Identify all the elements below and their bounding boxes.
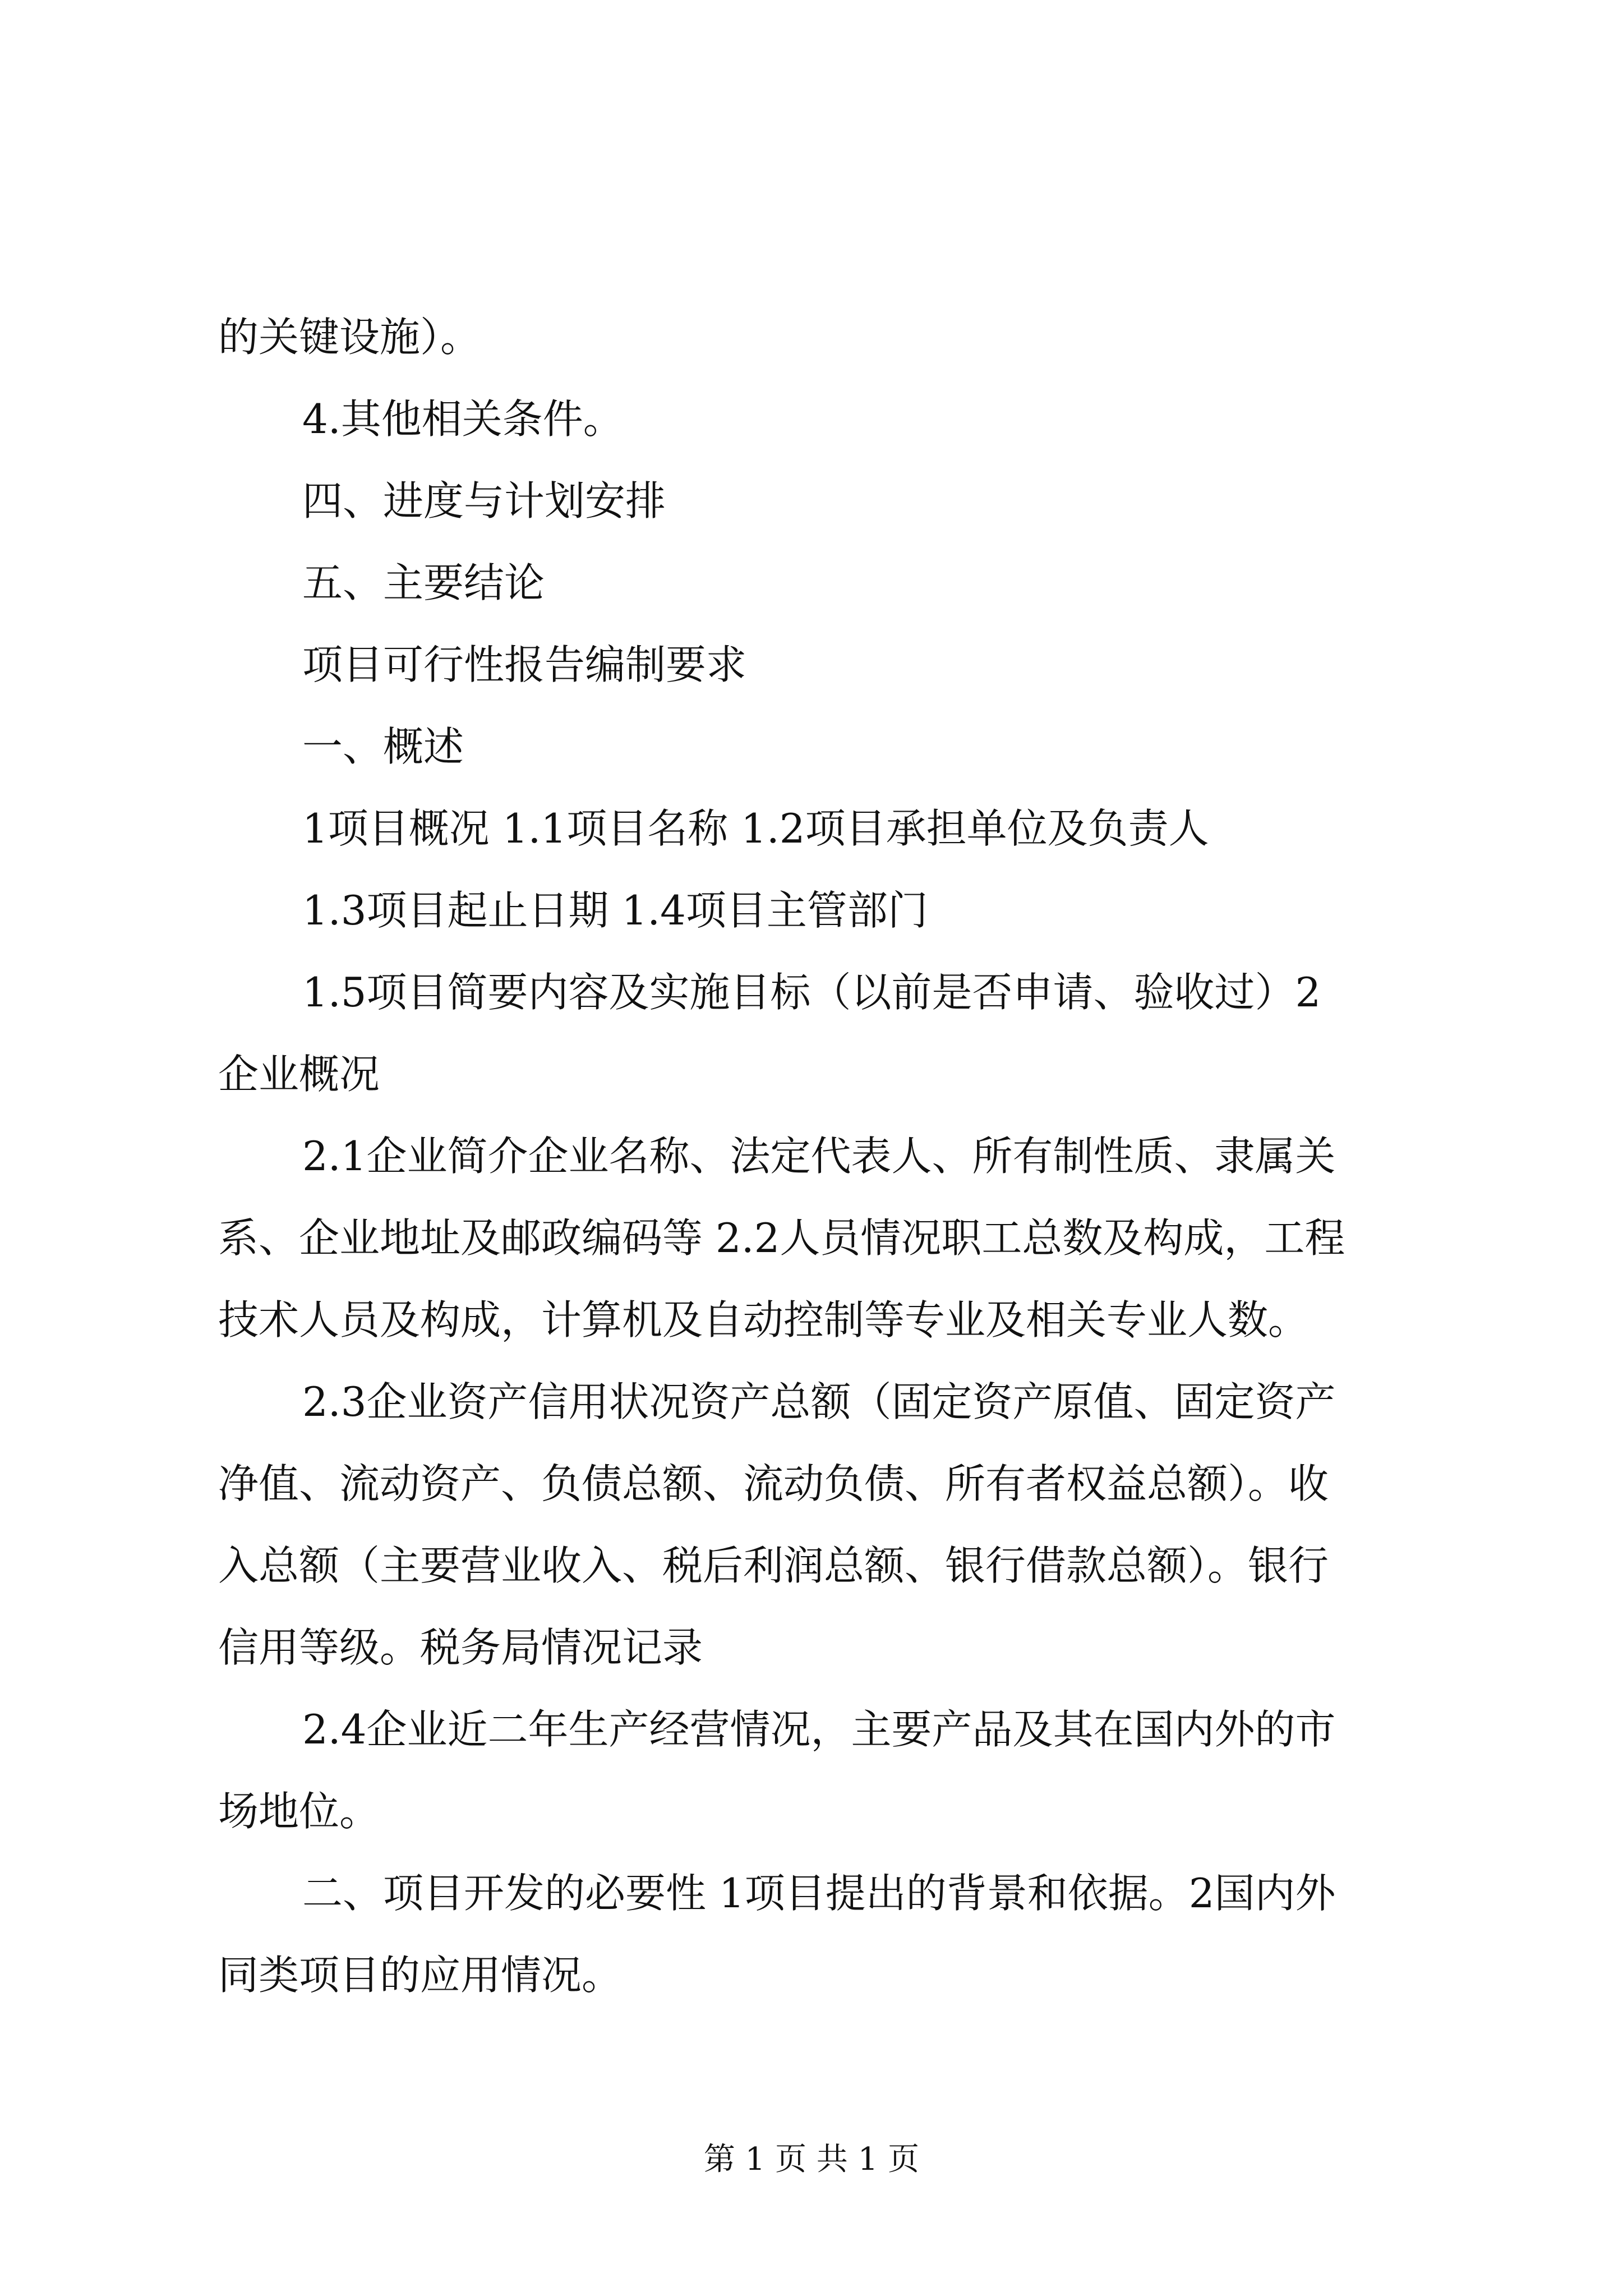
text-line: 的关键设施）。 [218,314,481,361]
text-line: 系、企业地址及邮政编码等 2.2人员情况职工总数及构成，工程 [218,1214,1345,1262]
text-line: 1.5项目简要内容及实施目标（以前是否申请、验收过）2 [302,969,1321,1016]
text-line: 项目可行性报告编制要求 [302,641,747,688]
text-line: 五、主要结论 [302,559,545,606]
text-line: 净值、流动资产、负债总额、流动负债、所有者权益总额）。收 [218,1460,1329,1507]
text-line: 二、项目开发的必要性 1项目提出的背景和依据。2国内外 [302,1870,1336,1917]
text-line: 4.其他相关条件。 [302,395,624,443]
text-line: 技术人员及构成，计算机及自动控制等专业及相关专业人数。 [218,1296,1309,1343]
text-line: 2.4企业近二年生产经营情况，主要产品及其在国内外的市 [302,1706,1336,1753]
text-line: 2.3企业资产信用状况资产总额（固定资产原值、固定资产 [302,1378,1336,1425]
text-line: 1项目概况 1.1项目名称 1.2项目承担单位及负责人 [302,805,1209,852]
document-body [218,296,1424,2016]
page-number-label: 第 1 页 共 1 页 [703,2141,920,2178]
text-line: 信用等级。税务局情况记录 [218,1624,703,1671]
text-line: 场地位。 [218,1788,380,1835]
text-line: 四、进度与计划安排 [302,477,666,524]
text-line: 企业概况 [218,1051,380,1098]
page-footer [0,2140,1623,2179]
text-line: 同类项目的应用情况。 [218,1952,623,1999]
text-line: 1.3项目起止日期 1.4项目主管部门 [302,887,928,934]
text-line: 入总额（主要营业收入、税后利润总额、银行借款总额）。银行 [218,1542,1329,1589]
text-line: 一、概述 [302,723,464,770]
text-line: 2.1企业简介企业名称、法定代表人、所有制性质、隶属关 [302,1133,1336,1180]
